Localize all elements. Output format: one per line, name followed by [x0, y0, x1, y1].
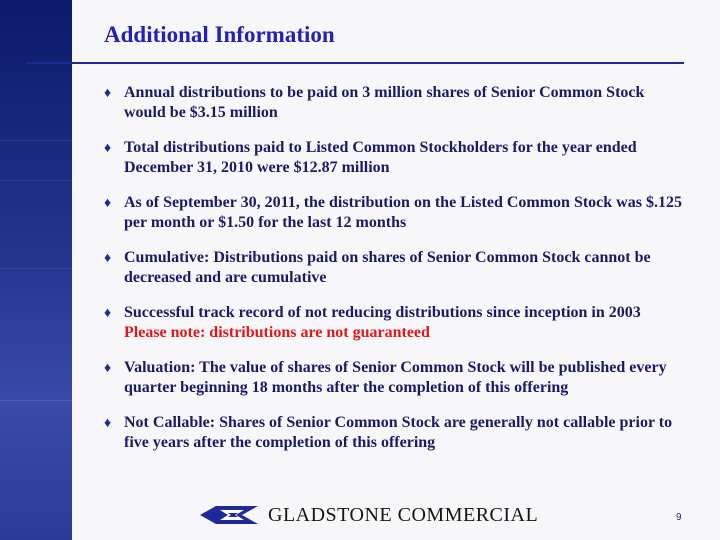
bullet-text: Successful track record of not reducing distributions since inception in 2003 — [124, 304, 641, 321]
diamond-bullet-icon: ♦ — [104, 251, 112, 266]
sidebar-band — [0, 400, 72, 401]
bullet-text: As of September 30, 2011, the distribution on the Listed Common Stock was $.125 per month or $1.50 for the last 12 months — [124, 194, 682, 231]
sidebar-band — [0, 180, 72, 181]
bullet-list — [102, 83, 687, 468]
title-divider — [26, 62, 684, 64]
diamond-bullet-icon: ♦ — [104, 86, 112, 101]
page-number: 9 — [676, 512, 682, 523]
diamond-bullet-icon: ♦ — [104, 361, 112, 376]
bullet-item — [102, 358, 687, 398]
bullet-item — [102, 248, 687, 288]
bullet-item — [102, 193, 687, 233]
bullet-item — [102, 303, 687, 343]
slide-title: Additional Information — [104, 22, 335, 47]
brand-name: GLADSTONE COMMERCIAL — [268, 503, 539, 526]
bullet-text: Cumulative: Distributions paid on shares of Senior Common Stock cannot be decreased and are cumulative — [124, 249, 651, 286]
diamond-bullet-icon: ♦ — [104, 141, 112, 156]
company-logo — [198, 500, 538, 530]
sidebar-decoration — [0, 0, 72, 540]
bullet-item — [102, 413, 687, 453]
bullet-text: Annual distributions to be paid on 3 million shares of Senior Common Stock would be $3.15 million — [124, 84, 645, 121]
diamond-bullet-icon: ♦ — [104, 196, 112, 211]
diamond-bullet-icon: ♦ — [104, 416, 112, 431]
bullet-text: Valuation: The value of shares of Senior Common Stock will be published every quarter beginning 18 months after the completion of this offering — [124, 359, 667, 396]
bullet-item — [102, 138, 687, 178]
bullet-text: Not Callable: Shares of Senior Common Stock are generally not callable prior to five years after the completion of this offering — [124, 414, 673, 451]
sidebar-band — [0, 140, 72, 141]
bullet-item — [102, 83, 687, 123]
gladstone-swoosh-icon — [198, 504, 260, 526]
sidebar-band — [0, 268, 72, 269]
diamond-bullet-icon: ♦ — [104, 306, 112, 321]
bullet-text: Total distributions paid to Listed Common Stockholders for the year ended December 31, 2010 were $12.87 million — [124, 139, 637, 176]
disclaimer-note: Please note: distributions are not guaranteed — [124, 324, 430, 341]
